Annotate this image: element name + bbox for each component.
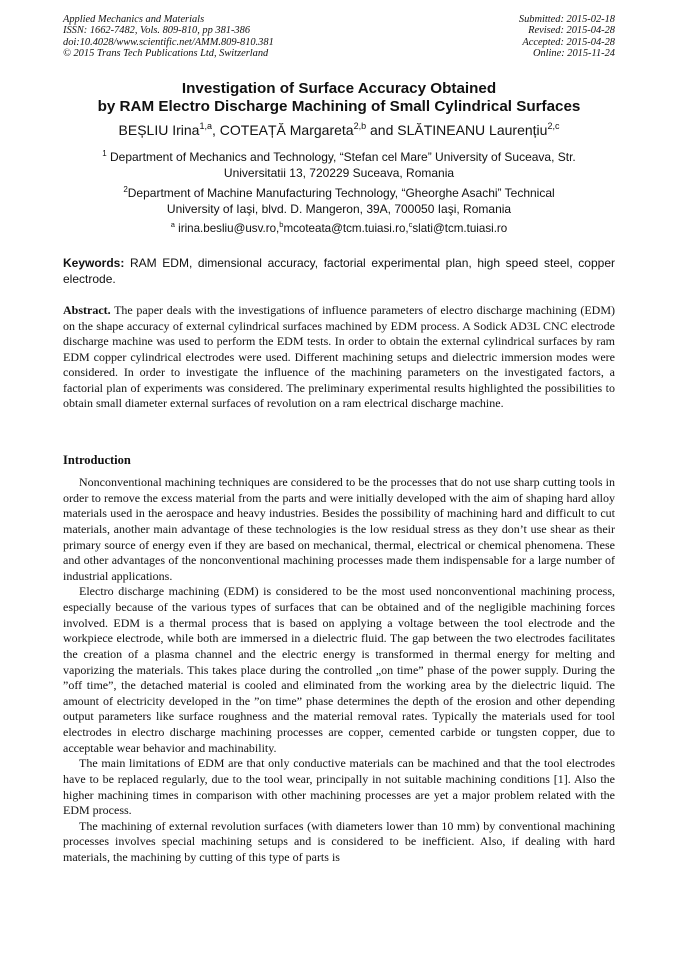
email-mark-a: a xyxy=(170,220,175,229)
body-paragraph: The machining of external revolution surfaces (with diameters lower than 10 mm) by conventional machining processes involves special machining setups and is considered to be inefficient. Also, if dealing with hard materials, the machining by cutting of this type of parts is xyxy=(63,818,615,864)
author-separator: and xyxy=(366,122,398,138)
abstract-label: Abstract. xyxy=(63,303,111,317)
journal-name: Applied Mechanics and Materials xyxy=(63,14,205,25)
paper-title-line-1: Investigation of Surface Accuracy Obtained xyxy=(181,80,497,97)
affiliation-2-line-1 xyxy=(60,186,618,202)
paper-title-line-2: by RAM Electro Discharge Machining of Small Cylindrical Surfaces xyxy=(97,98,581,115)
abstract-text: The paper deals with the investigations of influence parameters of electro discharge machining (EDM) on the shape accuracy of external cylindrical surfaces machined by EDM process. A Sodick AD3L CNC electrode discharge machine was used to perform the EDM tests. In order to obtain the external cylindrical surfaces by ram EDM copper cylindrical electrodes were used. Different machining setups and dielectric immersion modes were considered. In order to investigate the influence of the machining parameters on the investigated factors, a factorial plan of experiments was considered. The preliminary experimental results highlighted the possibilities to obtain small diameter external surfaces of revolution on a ram electrical discharge machine. xyxy=(63,303,615,411)
author-2-name: COTEAȚĂ Margareta xyxy=(219,122,354,138)
journal-copyright: © 2015 Trans Tech Publications Ltd, Switzerland xyxy=(63,48,269,60)
author-emails xyxy=(60,221,618,236)
abstract xyxy=(63,303,615,412)
date-online: Online: 2015-11-24 xyxy=(532,48,615,60)
affiliation-2-text: Department of Machine Manufacturing Technology, “Gheorghe Asachi” Technical xyxy=(127,186,555,200)
author-1-name: BEȘLIU Irina xyxy=(118,122,200,138)
section-heading-introduction: Introduction xyxy=(63,453,131,467)
email-mark-b: b xyxy=(279,220,284,229)
email-a[interactable]: irina.besliu@usv.ro, xyxy=(174,222,280,235)
keywords-text: RAM EDM, dimensional accuracy, factorial experimental plan, high speed steel, copper electrode. xyxy=(63,256,615,286)
dates-header xyxy=(519,14,615,60)
author-list xyxy=(40,121,638,139)
affiliation-1-mark: 1 xyxy=(102,149,107,158)
email-b[interactable]: mcoteata@tcm.tuiasi.ro, xyxy=(283,222,409,235)
affiliation-1-line-1 xyxy=(60,150,618,166)
date-accepted: Accepted: 2015-04-28 xyxy=(522,36,615,48)
email-c[interactable]: slati@tcm.tuiasi.ro xyxy=(412,222,508,235)
author-3-affiliation-mark: 2,c xyxy=(547,121,560,131)
journal-info-header xyxy=(63,14,274,60)
author-3-name: SLĂTINEANU Laurențiu xyxy=(397,122,548,138)
author-2-affiliation-mark: 2,b xyxy=(353,121,367,131)
introduction-body xyxy=(63,475,615,866)
date-revised: Revised: 2015-04-28 xyxy=(528,25,615,37)
body-paragraph: Nonconventional machining techniques are considered to be the processes that do not use sharp cutting tools in order to remove the excess material from the parts and were initially developed with the aim of shaping hard alloy materials used in the aerospace and heavy industries. Besides the possibility of machining hard and difficult to cut materials, another main advantage of these technologies is the low residual stress as they don’t use shear as their primary source of energy even if they are based on mechanical, thermal, electrical or chemical phenomena. These and other advantages of the nonconventional machining processes made them indispensable for a large number of industrial applications. xyxy=(63,475,615,583)
author-separator: , xyxy=(211,122,220,138)
affiliation-2 xyxy=(60,186,618,217)
affiliation-1-text: Department of Mechanics and Technology, “Stefan cel Mare” University of Suceava, Str. xyxy=(106,150,576,164)
date-submitted: Submitted: 2015-02-18 xyxy=(518,14,615,25)
body-paragraph: The main limitations of EDM are that only conductive materials can be machined and that the tool electrodes have to be replaced regularly, due to the tool wear, principally in not suitable machining conditions [1]. Also the higher machining times in comparison with other machining processes are yet a major problem related with the EDM process. xyxy=(63,756,615,818)
author-1-affiliation-mark: 1,a xyxy=(199,121,212,131)
paper-title xyxy=(50,80,628,116)
body-paragraph: Electro discharge machining (EDM) is considered to be the most used nonconventional machining process, especially because of the various types of surfaces that can be obtained and of the negligible machining forces involved. EDM is a thermal process that is based on applying a voltage between the tool electrode and the workpiece electrode, while both are immersed in a dielectric fluid. The gap between the two electrodes facilitates the creation of a plasma channel and the electric energy is transformed in thermal energy for melting and vaporizing the materials. This takes place during the controlled „on time” phase of the power supply. During the ”off time”, the detached material is cooled and eliminated from the working area by the dielectric liquid. The amount of electricity developed in the ”on time” phase determines the depth of the erosion and other depending output parameters like surface roughness and the material removal rates. Typically the materials used for tool electrodes in electro discharge machining processes are copper, cemented carbide or tungsten copper, due to acceptable wear behavior and machinability. xyxy=(63,584,615,755)
affiliation-1-line-2: Universitatii 13, 720229 Suceava, Romania xyxy=(223,165,455,180)
email-mark-c: c xyxy=(408,220,413,229)
affiliation-1 xyxy=(60,150,618,181)
journal-doi: doi:10.4028/www.scientific.net/AMM.809-810.381 xyxy=(63,36,274,48)
keywords-label: Keywords: xyxy=(63,256,125,270)
journal-issn: ISSN: 1662-7482, Vols. 809-810, pp 381-386 xyxy=(63,25,251,37)
keywords xyxy=(63,255,615,287)
affiliation-2-line-2: University of Iaşi, blvd. D. Mangeron, 39A, 700050 Iaşi, Romania xyxy=(166,201,512,216)
affiliation-2-mark: 2 xyxy=(123,185,128,194)
